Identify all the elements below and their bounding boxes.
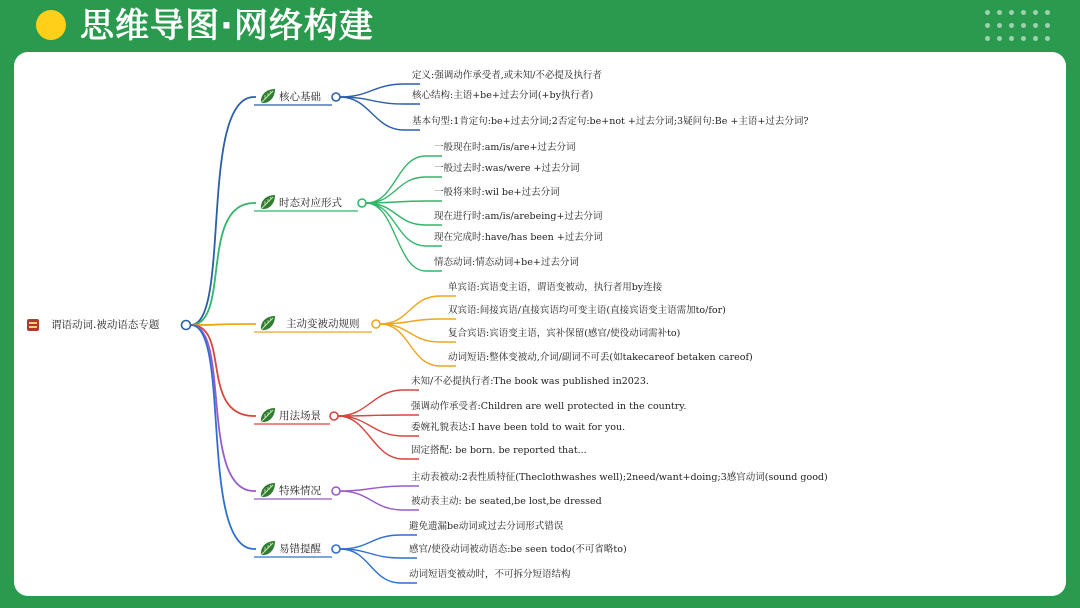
leaf-icon bbox=[261, 89, 275, 103]
title-bullet-icon bbox=[36, 10, 66, 40]
item-label: 一般将来时:wil be+过去分词 bbox=[434, 187, 560, 198]
branch-node bbox=[332, 93, 340, 101]
branch-connector bbox=[191, 325, 256, 491]
item-label: 单宾语:宾语变主语，谓语变被动，执行者用by连接 bbox=[448, 282, 663, 293]
root-label: 谓语动词.被动语态专题 bbox=[51, 319, 160, 331]
item-label: 定义:强调动作承受者,或未知/不必提及执行者 bbox=[412, 70, 602, 81]
root-node bbox=[182, 321, 191, 330]
item-connector bbox=[340, 84, 420, 97]
item-connector bbox=[380, 324, 456, 366]
item-connector bbox=[338, 416, 419, 459]
book-stack-icon bbox=[27, 319, 39, 331]
page-title: 思维导图·网络构建 bbox=[80, 6, 374, 46]
item-connector bbox=[366, 203, 442, 271]
item-label: 核心结构:主语+be+过去分词(+by执行者) bbox=[412, 90, 594, 101]
header-bar bbox=[0, 0, 1080, 52]
item-label: 动词短语变被动时，不可拆分短语结构 bbox=[409, 569, 571, 580]
leaf-icon bbox=[261, 483, 275, 497]
item-label: 基本句型:1肯定句:be+过去分词;2否定句:be+not +过去分词;3疑问句:Be +主语+过去分词? bbox=[412, 116, 809, 127]
item-connector bbox=[340, 535, 417, 549]
branch-label: 特殊情况 bbox=[279, 485, 321, 497]
mindmap-connectors bbox=[14, 52, 1066, 596]
branch-node bbox=[332, 487, 340, 495]
decorative-dot-grid-icon bbox=[985, 10, 1065, 50]
branch-node bbox=[330, 412, 338, 420]
branch-label: 主动变被动规则 bbox=[286, 318, 360, 330]
branch-node bbox=[372, 320, 380, 328]
item-label: 复合宾语:宾语变主语，宾补保留(感官/使役动词需补to) bbox=[448, 328, 681, 339]
branch-label: 核心基础 bbox=[279, 91, 321, 103]
leaf-icon bbox=[261, 408, 275, 422]
item-connector bbox=[366, 156, 442, 203]
item-connector bbox=[340, 97, 420, 104]
item-connector bbox=[338, 390, 419, 416]
item-label: 委婉礼貌表达:I have been told to wait for you. bbox=[411, 422, 626, 433]
branch-label: 时态对应形式 bbox=[279, 197, 342, 209]
branch-connector bbox=[191, 325, 256, 416]
item-label: 现在完成时:have/has been +过去分词 bbox=[434, 232, 603, 243]
leaf-icon bbox=[261, 541, 275, 555]
item-connector bbox=[340, 549, 417, 583]
item-connector bbox=[338, 415, 419, 416]
branch-connector bbox=[191, 325, 256, 549]
item-label: 感官/使役动词被动语态:be seen todo(不可省略to) bbox=[409, 544, 627, 555]
item-label: 现在进行时:am/is/arebeing+过去分词 bbox=[434, 211, 603, 222]
branch-node bbox=[332, 545, 340, 553]
item-label: 固定搭配: be born. be reported that... bbox=[411, 445, 587, 456]
item-connector bbox=[380, 319, 456, 324]
item-connector bbox=[340, 486, 419, 491]
branch-connector bbox=[191, 97, 256, 325]
item-label: 双宾语:间接宾语/直接宾语均可变主语(直接宾语变主语需加to/for) bbox=[448, 305, 726, 316]
item-label: 主动表被动:2表性质特征(Theclothwashes well);2need/want+doing;3感官动词(sound good) bbox=[411, 472, 828, 483]
item-label: 情态动词:情态动词+be+过去分词 bbox=[434, 257, 579, 268]
item-label: 动词短语:整体变被动,介词/副词不可丢(如takecareof betaken careof) bbox=[448, 352, 753, 363]
item-label: 一般现在时:am/is/are+过去分词 bbox=[434, 142, 576, 153]
branch-label: 用法场景 bbox=[279, 410, 321, 422]
item-connector bbox=[366, 177, 442, 203]
item-label: 一般过去时:was/were +过去分词 bbox=[434, 163, 580, 174]
leaf-icon bbox=[261, 316, 275, 330]
item-label: 被动表主动: be seated,be lost,be dressed bbox=[411, 496, 602, 507]
item-connector bbox=[340, 491, 419, 510]
branch-node bbox=[358, 199, 366, 207]
item-label: 未知/不必提执行者:The book was published in2023. bbox=[411, 376, 649, 387]
branch-label: 易错提醒 bbox=[279, 543, 321, 555]
item-label: 避免遗漏be动词或过去分词形式错误 bbox=[409, 521, 564, 532]
mindmap-card bbox=[14, 52, 1066, 596]
item-label: 强调动作承受者:Children are well protected in the country. bbox=[411, 401, 687, 412]
branch-connector bbox=[191, 324, 256, 325]
leaf-icon bbox=[261, 195, 275, 209]
branch-connector bbox=[191, 203, 256, 325]
